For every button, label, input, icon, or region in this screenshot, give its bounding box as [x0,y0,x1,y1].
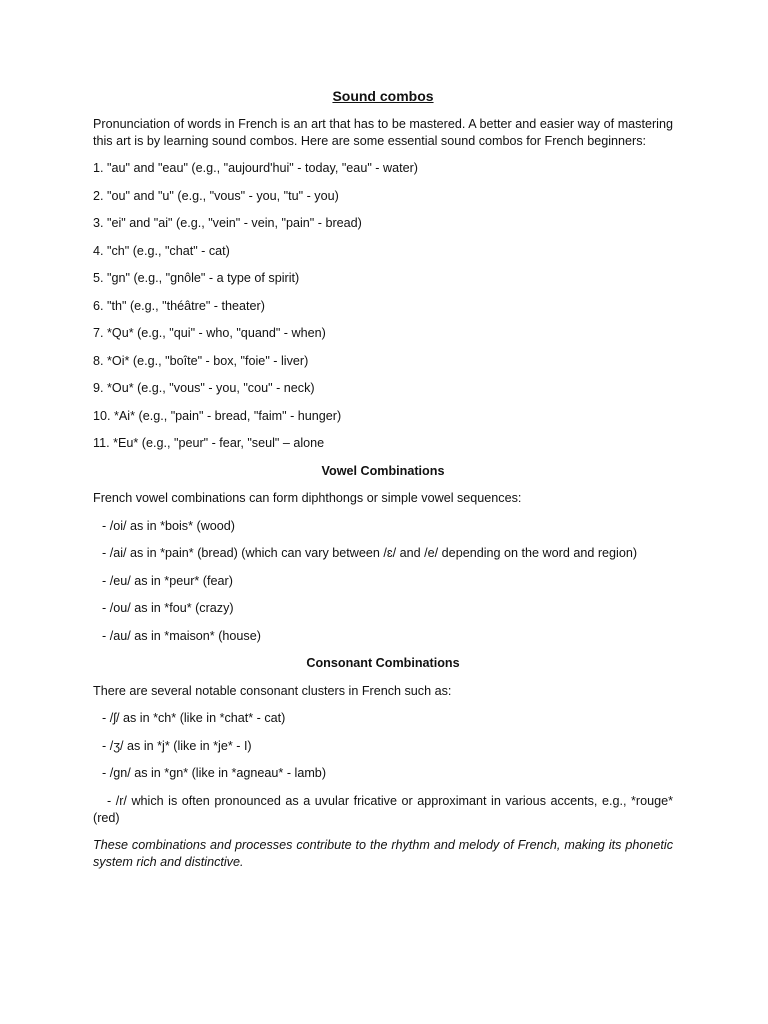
closing-paragraph: These combinations and processes contribute to the rhythm and melody of French, making its phonetic system rich and distinctive. [93,837,673,869]
list-item: 8. *Oi* (e.g., "boîte" - box, "foie" - liver) [93,353,309,368]
intro-paragraph: Pronunciation of words in French is an art that has to be mastered. A better and easier way of mastering this art is by learning sound combos. Here are some essential sound combos for French beginners: [93,117,673,148]
vowel-heading: Vowel Combinations [321,463,445,478]
list-item: - /eu/ as in *peur* (fear) [102,573,233,588]
document-page [93,86,673,881]
list-item: - /au/ as in *maison* (house) [102,628,261,643]
list-item: 7. *Qu* (e.g., "qui" - who, "quand" - when) [93,326,326,340]
list-item: - /ʃ/ as in *ch* (like in *chat* - cat) [102,711,286,725]
list-item: - /oi/ as in *bois* (wood) [102,518,235,533]
list-item: 10. *Ai* (e.g., "pain" - bread, "faim" - hunger) [93,408,342,423]
sound-combo-list [93,160,673,452]
list-item: - /ou/ as in *fou* (crazy) [102,601,234,615]
list-item: 2. "ou" and "u" (e.g., "vous" - you, "tu" - you) [93,188,339,203]
list-item: 6. "th" (e.g., "théâtre" - theater) [93,298,265,313]
vowel-list [93,518,673,645]
list-item: 11. *Eu* (e.g., "peur" - fear, "seul" – alone [93,436,325,450]
consonant-intro: There are several notable consonant clusters in French such as: [93,683,452,698]
list-item: 4. "ch" (e.g., "chat" - cat) [93,243,230,258]
vowel-intro: French vowel combinations can form diphthongs or simple vowel sequences: [93,491,522,505]
document-title: Sound combos [332,88,434,104]
consonant-last-item: - /r/ which is often pronounced as a uvular fricative or approximant in various accents, e.g., *rouge* (red) [93,793,673,825]
list-item: 3. "ei" and "ai" (e.g., "vein" - vein, "pain" - bread) [93,216,362,230]
list-item: 5. "gn" (e.g., "gnôle" - a type of spirit) [93,271,300,285]
list-item: - /ai/ as in *pain* (bread) (which can vary between /ɛ/ and /e/ depending on the word and region) [102,546,638,560]
list-item: 1. "au" and "eau" (e.g., "aujourd'hui" - today, "eau" - water) [93,161,418,175]
consonant-list [93,710,673,782]
list-item: - /gn/ as in *gn* (like in *agneau* - lamb) [102,766,327,780]
consonant-heading: Consonant Combinations [306,656,460,670]
list-item: 9. *Ou* (e.g., "vous" - you, "cou" - neck) [93,381,315,395]
list-item: - /ʒ/ as in *j* (like in *je* - I) [102,738,252,753]
